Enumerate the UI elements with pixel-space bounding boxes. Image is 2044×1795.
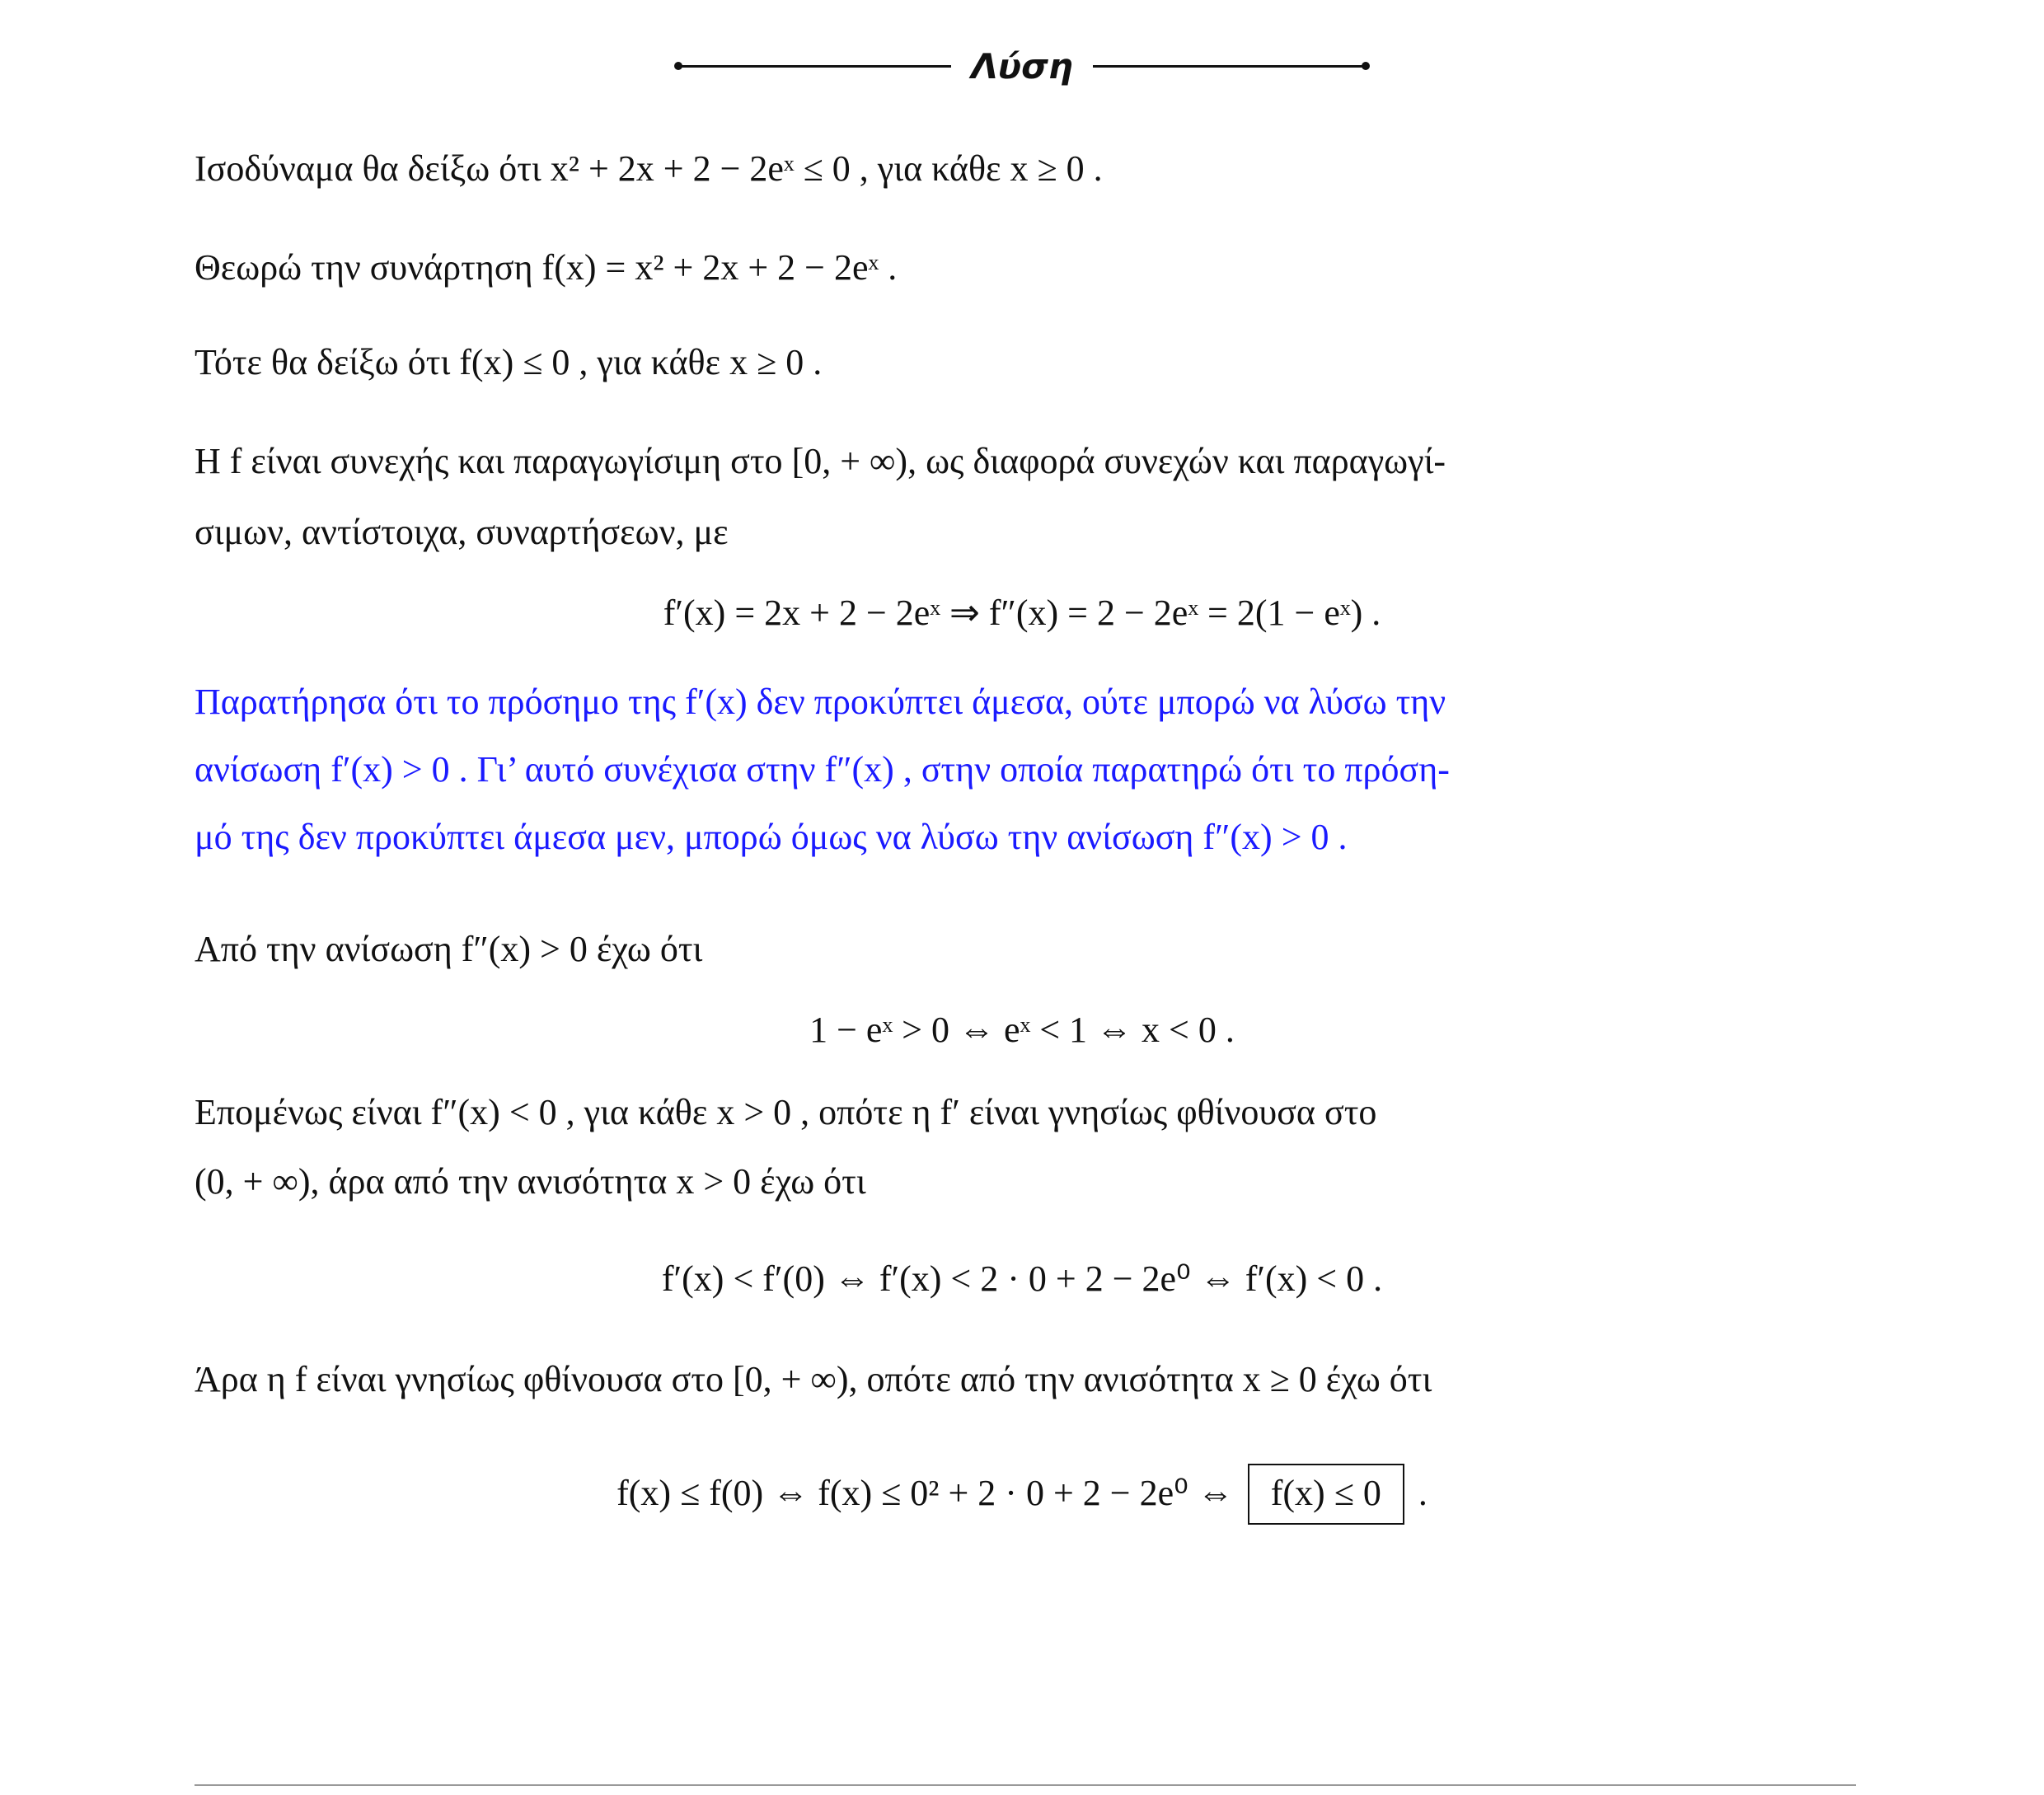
remark-line-1: Παρατήρησα ότι το πρόσημο της f′(x) δεν προκύπτει άμεσα, ούτε μπορώ να λύσω την [195,682,1446,722]
footer-rule [195,1784,1856,1786]
header-rule-right [1093,65,1365,68]
decreasing-derivative-text: , άρα από την ανισότητα x > 0 έχω ότι [310,1161,866,1202]
solution-header [0,33,2044,99]
remark-line-2: ανίσωση f′(x) > 0 . Γι’ αυτό συνέχισα στην f″(x) , στην οποία παρατηρώ ότι το πρόση- [195,749,1450,790]
exponential-inequality: 1 − eˣ > 0 ⇔ eˣ < 1 ⇔ x < 0 . [809,1010,1235,1050]
statement-line: Ισοδύναμα θα δείξω ότι x² + 2x + 2 − 2eˣ ≤ 0 , για κάθε x ≥ 0 . [195,148,1103,189]
decreasing-derivative-line-2 [195,1161,866,1202]
goal-line: Τότε θα δείξω ότι f(x) ≤ 0 , για κάθε x ≥ 0 . [195,342,823,382]
interval-closed-open-2: [0, + ∞) [733,1359,849,1399]
first-derivative-chain: f′(x) < f′(0) ⇔ f′(x) < 2 · 0 + 2 − 2e⁰ ⇔ f′(x) < 0 . [661,1258,1383,1299]
final-inequality-chain [0,1464,2044,1525]
remark-line-3: μό της δεν προκύπτει άμεσα μεν, μπορώ όμως να λύσω την ανίσωση f″(x) > 0 . [195,817,1348,857]
continuity-text: Η f είναι συνεχής και παραγωγίσιμη στο [195,441,783,481]
final-chain-text: f(x) ≤ f(0) ⇔ f(x) ≤ 0² + 2 · 0 + 2 − 2e⁰ ⇔ [616,1473,1234,1513]
solution-title: Λύση [971,45,1073,87]
continuity-text-cont: , ως διαφορά συνεχών και παραγωγί- [907,441,1446,481]
header-rule-left [679,65,951,68]
decreasing-function-line [195,1361,1432,1398]
function-definition-line: Θεωρώ την συνάρτηση f(x) = x² + 2x + 2 − 2eˣ . [195,247,898,288]
interval-open: (0, + ∞) [195,1161,311,1202]
boxed-result: f(x) ≤ 0 [1248,1464,1404,1525]
continuity-line [195,443,1446,480]
continuity-line-2: σιμων, αντίστοιχα, συναρτήσεων, με [195,512,729,552]
decreasing-function-text-cont: , οπότε από την ανισότητα x ≥ 0 έχω ότι [848,1359,1432,1399]
decreasing-function-text: Άρα η f είναι γνησίως φθίνουσα στο [195,1359,724,1399]
derivatives-equation: f′(x) = 2x + 2 − 2eˣ ⇒ f″(x) = 2 − 2eˣ = 2(1 − eˣ) . [663,593,1381,633]
final-period: . [1418,1473,1428,1513]
decreasing-derivative-line: Επομένως είναι f″(x) < 0 , για κάθε x > 0 , οπότε η f′ είναι γνησίως φθίνουσα στο [195,1092,1377,1132]
interval-closed-open: [0, + ∞) [791,441,908,481]
inequality-intro-line: Από την ανίσωση f″(x) > 0 έχω ότι [195,929,703,969]
